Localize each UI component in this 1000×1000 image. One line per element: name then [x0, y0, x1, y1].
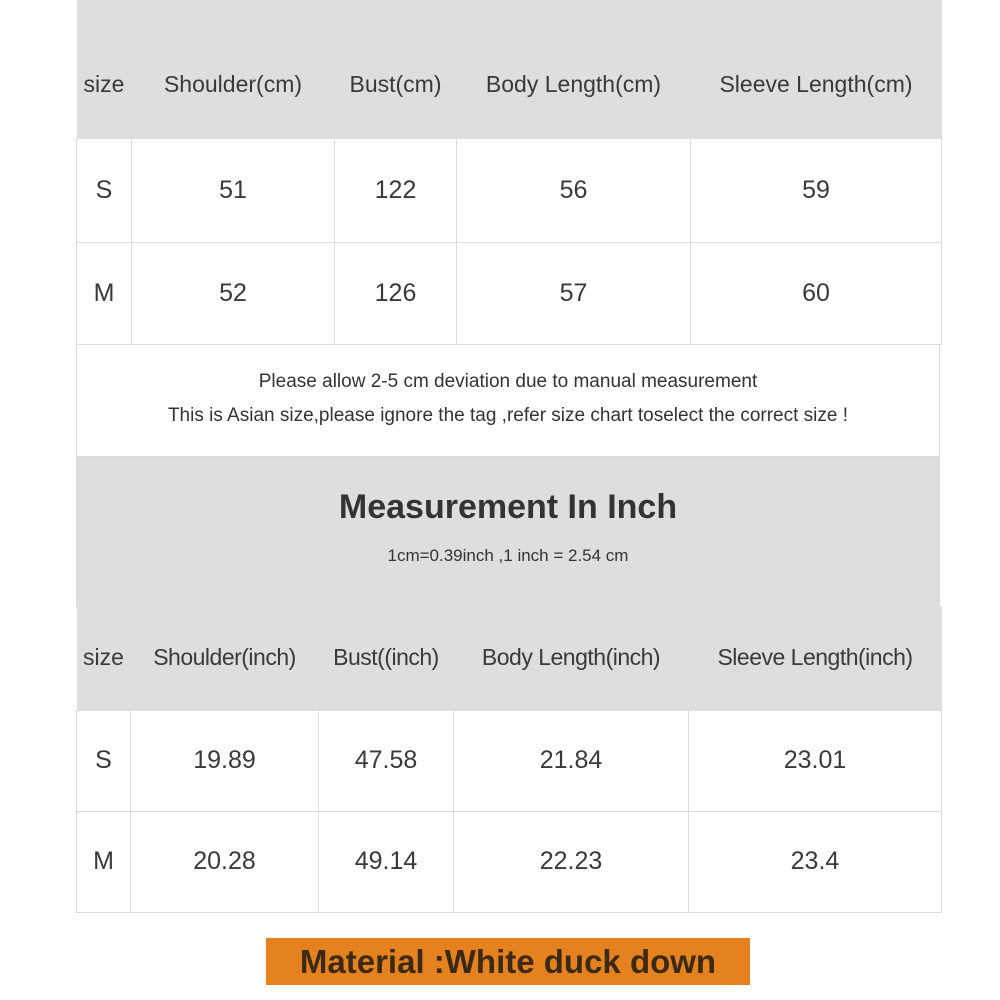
measurement-note	[76, 344, 940, 457]
value-cell: 52	[132, 242, 335, 344]
header-cell: Body Length(cm)	[457, 0, 691, 138]
note-line: This is Asian size,please ignore the tag ,refer size chart toselect the correct size !	[167, 405, 849, 426]
table-row	[77, 242, 942, 344]
header-cell: Sleeve Length(cm)	[691, 0, 942, 138]
header-cell: Sleeve Length(inch)	[689, 606, 942, 710]
header-cell: Bust((inch)	[319, 606, 454, 710]
value-cell: 23.4	[689, 811, 942, 912]
value-cell: 122	[335, 138, 457, 242]
header-cell: size	[77, 0, 132, 138]
value-cell: 56	[457, 138, 691, 242]
header-cell: Body Length(inch)	[454, 606, 689, 710]
table-row	[77, 138, 942, 242]
table-row	[77, 811, 942, 912]
value-cell: 22.23	[454, 811, 689, 912]
value-cell: 126	[335, 242, 457, 344]
value-cell: 19.89	[131, 710, 319, 811]
header-cell: size	[77, 606, 131, 710]
header-cell: Bust(cm)	[335, 0, 457, 138]
inch-section-band	[76, 457, 940, 607]
table-header-row	[77, 606, 942, 710]
size-cell: M	[77, 811, 131, 912]
size-cell: M	[77, 242, 132, 344]
value-cell: 57	[457, 242, 691, 344]
value-cell: 23.01	[689, 710, 942, 811]
inch-section-title: Measurement In Inch	[338, 488, 678, 526]
value-cell: 20.28	[131, 811, 319, 912]
value-cell: 21.84	[454, 710, 689, 811]
size-cell: S	[77, 138, 132, 242]
size-cell: S	[77, 710, 131, 811]
value-cell: 51	[132, 138, 335, 242]
header-cell: Shoulder(cm)	[132, 0, 335, 138]
table-row	[77, 710, 942, 811]
cm-size-table	[76, 0, 942, 345]
value-cell: 60	[691, 242, 942, 344]
material-label: Material :White duck down	[266, 938, 750, 985]
header-cell: Shoulder(inch)	[131, 606, 319, 710]
value-cell: 49.14	[319, 811, 454, 912]
value-cell: 47.58	[319, 710, 454, 811]
inch-size-table	[76, 606, 942, 913]
value-cell: 59	[691, 138, 942, 242]
conversion-text: 1cm=0.39inch ,1 inch = 2.54 cm	[387, 546, 629, 565]
note-line: Please allow 2-5 cm deviation due to manual measurement	[258, 371, 758, 392]
table-header-row	[77, 0, 942, 138]
